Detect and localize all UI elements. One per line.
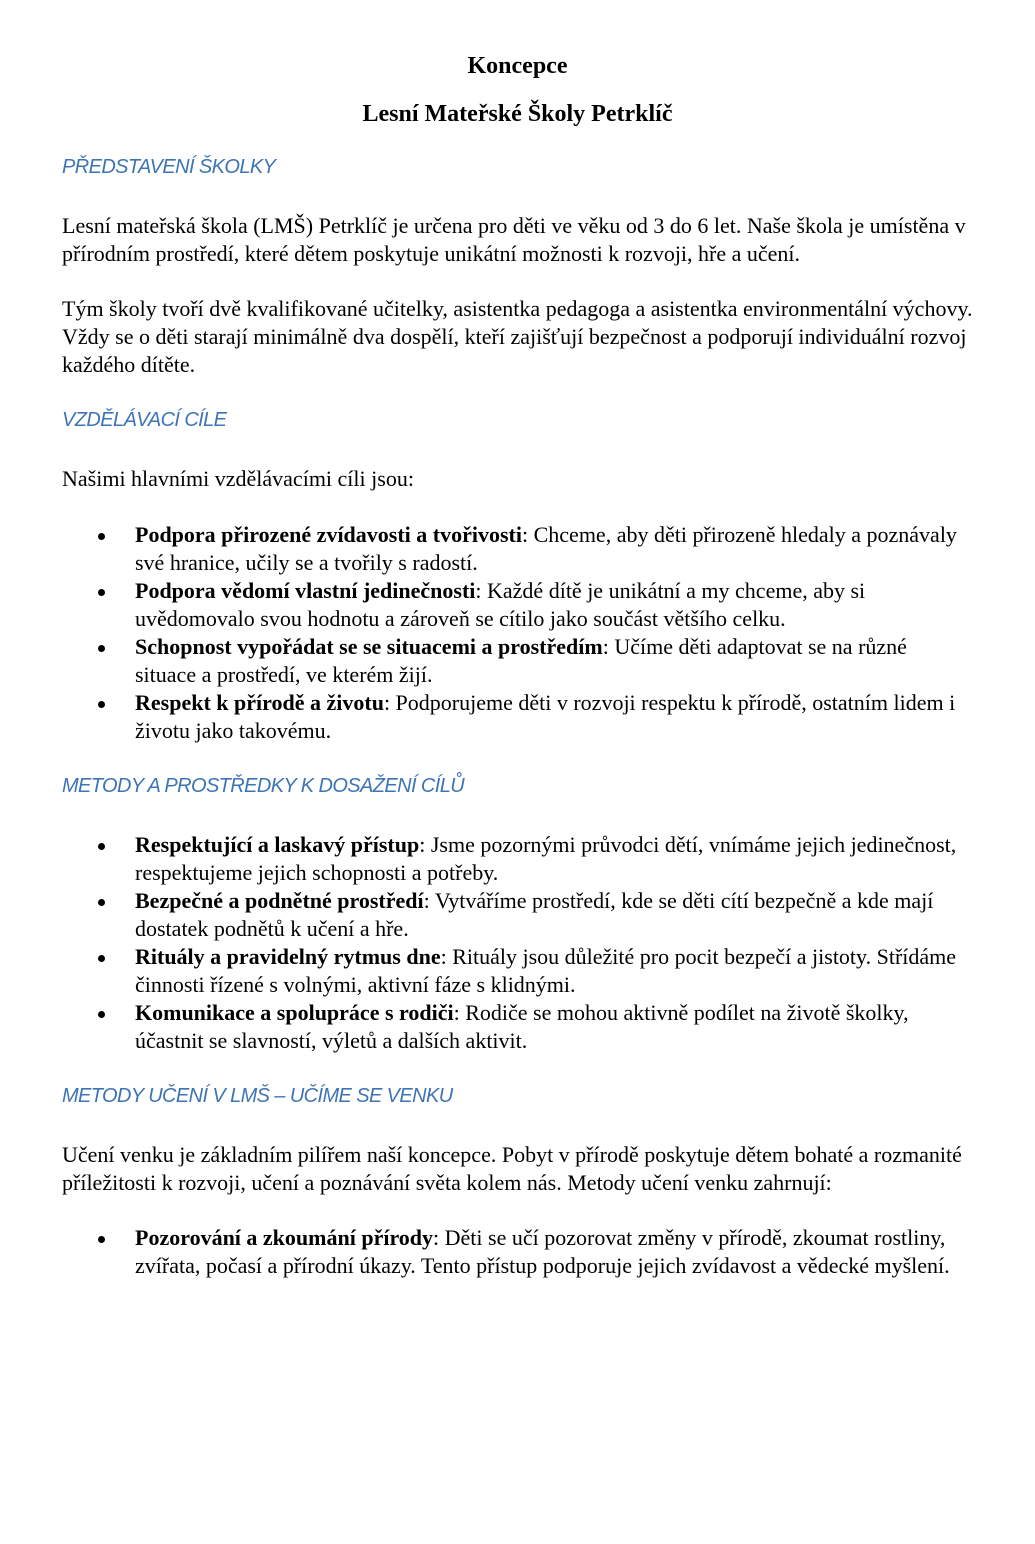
goals-intro: Našimi hlavními vzdělávacími cíli jsou: (62, 466, 414, 491)
section-heading-goals: VZDĚLÁVACÍ CÍLE (62, 409, 227, 431)
outdoor-paragraph: Učení venku je základním pilířem naší koncepce. Pobyt v přírodě poskytuje dětem bohaté a rozmanité příležitosti k rozvoji, učení a poznávání světa kolem nás. Metody učení venku zahrnují: (62, 1142, 962, 1195)
list-item (62, 521, 973, 577)
section-heading-methods: METODY A PROSTŘEDKY K DOSAŽENÍ CÍLŮ (62, 775, 465, 797)
list-item (62, 943, 973, 999)
list-item-term: Bezpečné a podnětné prostředí (135, 888, 424, 913)
list-item-term: Rituály a pravidelný rytmus dne (135, 944, 441, 969)
bullet-icon (98, 701, 105, 708)
list-item-text: : Vytváříme prostředí, kde se děti cítí bezpečně a kde mají dostatek podnětů k učení a hře. (135, 888, 934, 941)
bullet-icon (98, 899, 105, 906)
bullet-icon (98, 533, 105, 540)
list-item-text: : Podporujeme děti v rozvoji respektu k přírodě, ostatním lidem i životu jako takovému. (135, 690, 956, 743)
list-item-term: Podpora vědomí vlastní jedinečnosti (135, 578, 476, 603)
list-item-term: Respektující a laskavý přístup (135, 832, 420, 857)
document-subtitle: Lesní Mateřské Školy Petrklíč (362, 101, 673, 127)
list-item-term: Komunikace a spolupráce s rodiči (135, 1000, 454, 1025)
bullet-icon (98, 1011, 105, 1018)
list-item-term: Schopnost vypořádat se se situacemi a prostředím (135, 634, 603, 659)
list-item-text: : Chceme, aby děti přirozeně hledaly a poznávaly své hranice, učily se a tvořily s radostí. (135, 522, 957, 575)
list-item-text: : Učíme děti adaptovat se na různé situace a prostředí, ve kterém žijí. (135, 634, 907, 687)
list-item (62, 689, 973, 745)
list-item (62, 887, 973, 943)
list-item (62, 831, 973, 887)
list-item-text: : Rituály jsou důležité pro pocit bezpečí a jistoty. Střídáme činnosti řízené s volnými, aktivní fáze s klidnými. (135, 944, 957, 997)
list-item-text: : Děti se učí pozorovat změny v přírodě, zkoumat rostliny, zvířata, počasí a přírodní úkazy. Tento přístup podporuje jejich zvídavost a vědecké myšlení. (135, 1225, 950, 1278)
list-item-text: : Jsme pozornými průvodci dětí, vnímáme jejich jedinečnost, respektujeme jejich schopnosti a potřeby. (135, 832, 957, 885)
list-item-term: Respekt k přírodě a životu (135, 690, 384, 715)
bullet-icon (98, 645, 105, 652)
list-item (62, 999, 973, 1055)
goals-list (62, 521, 973, 745)
list-item (62, 633, 973, 689)
document-title: Koncepce (467, 53, 568, 79)
list-item-term: Podpora přirozené zvídavosti a tvořivosti (135, 522, 522, 547)
intro-paragraph-2: Tým školy tvoří dvě kvalifikované učitelky, asistentka pedagoga a asistentka environmentální výchovy. Vždy se o děti starají minimálně dva dospělí, kteří zajišťují bezpečnost a podporují individuální rozvoj každého dítěte. (62, 296, 973, 377)
list-item-term: Pozorování a zkoumání přírody (135, 1225, 434, 1250)
section-heading-intro: PŘEDSTAVENÍ ŠKOLKY (62, 156, 276, 178)
bullet-icon (98, 843, 105, 850)
section-heading-outdoor: METODY UČENÍ V LMŠ – UČÍME SE VENKU (62, 1085, 453, 1107)
list-item (62, 577, 973, 633)
methods-list (62, 831, 973, 1055)
bullet-icon (98, 955, 105, 962)
list-item-text: : Rodiče se mohou aktivně podílet na životě školky, účastnit se slavností, výletů a dalších aktivit. (135, 1000, 909, 1053)
bullet-icon (98, 1236, 105, 1243)
list-item (62, 1224, 973, 1280)
bullet-icon (98, 589, 105, 596)
outdoor-list (62, 1224, 973, 1280)
list-item-text: : Každé dítě je unikátní a my chceme, aby si uvědomovalo svou hodnotu a zároveň se cítilo jako součást většího celku. (135, 578, 866, 631)
intro-paragraph-1: Lesní mateřská škola (LMŠ) Petrklíč je určena pro děti ve věku od 3 do 6 let. Naše škola je umístěna v přírodním prostředí, které dětem poskytuje unikátní možnosti k rozvoji, hře a učení. (62, 213, 966, 266)
